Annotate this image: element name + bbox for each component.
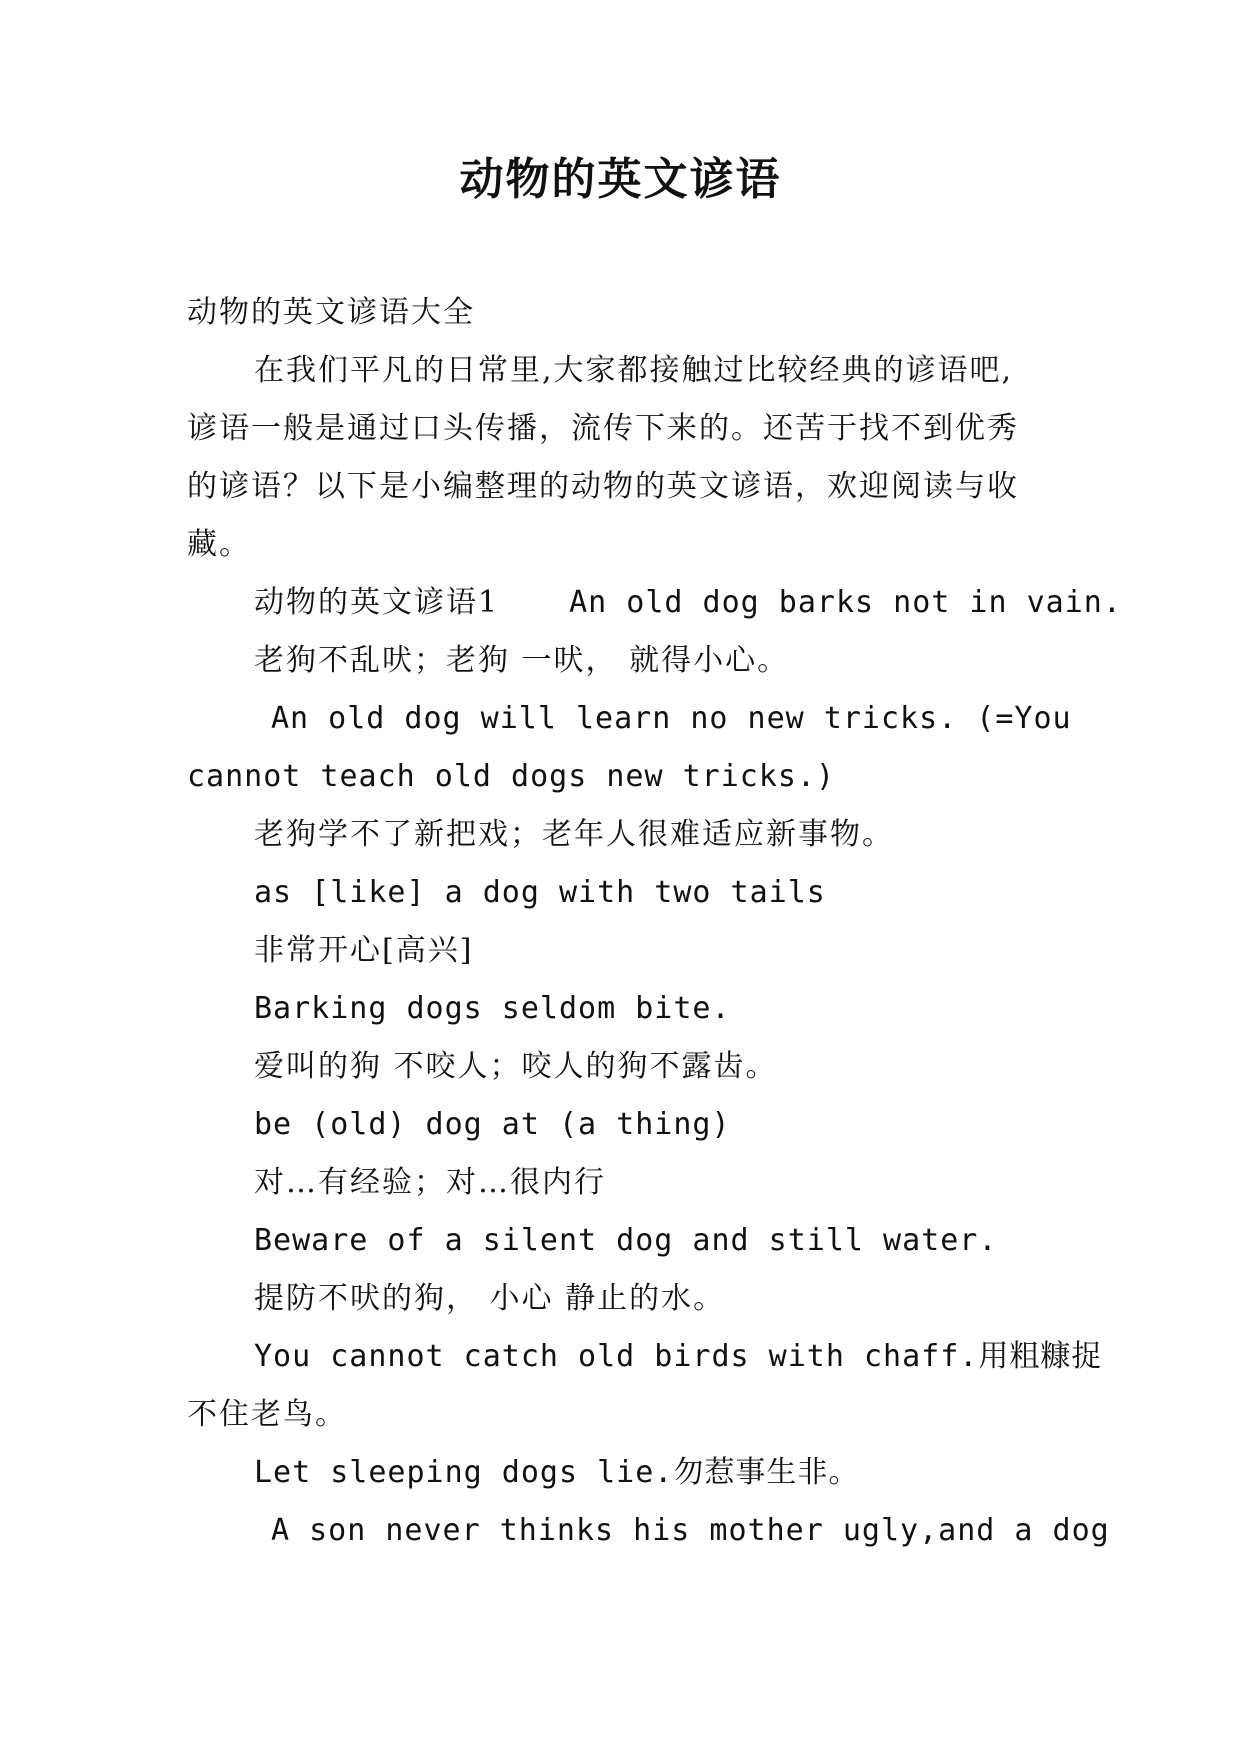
proverb-en-5: be (old) dog at (a thing) (254, 1107, 731, 1142)
proverb-8: Let sleeping dogs lie.勿惹事生非。 (254, 1455, 860, 1490)
proverb-cn-5: 对…有经验；对…很内行 (254, 1165, 606, 1200)
document-title: 动物的英文谚语 (459, 154, 782, 205)
proverb-7-line-1: You cannot catch old birds with chaff.用粗糠捉 (254, 1339, 1103, 1374)
proverb-cn-6: 提防不吠的狗， 小心 静止的水。 (254, 1281, 726, 1316)
proverb-7-line-2: 不住老鸟。 (187, 1397, 347, 1432)
proverb-cn-4: 爱叫的狗 不咬人；咬人的狗不露齿。 (254, 1049, 778, 1084)
section-heading-row (187, 574, 1122, 632)
proverb-en-6: Beware of a silent dog and still water. (254, 1223, 998, 1258)
intro-line-2: 谚语一般是通过口头传播，流传下来的。还苦于找不到优秀 (187, 411, 1019, 446)
proverb-en-1: An old dog barks not in vain. (569, 585, 1122, 620)
proverb-en-3: as [like] a dog with two tails (254, 875, 826, 910)
section-heading: 动物的英文谚语1 (254, 585, 500, 620)
proverb-en-4: Barking dogs seldom bite. (254, 991, 731, 1026)
proverb-en-2-line-1: An old dog will learn no new tricks. (=You (271, 701, 1072, 736)
proverb-en-2-line-2: cannot teach old dogs new tricks.) (187, 759, 836, 794)
document-body (187, 284, 1122, 1560)
proverb-cn-2: 老狗学不了新把戏；老年人很难适应新事物。 (254, 817, 894, 852)
intro-line-4: 藏。 (187, 527, 251, 562)
intro-line-3: 的谚语？以下是小编整理的动物的英文谚语，欢迎阅读与收 (187, 469, 1019, 504)
subtitle: 动物的英文谚语大全 (187, 295, 475, 330)
proverb-9-line-1: A son never thinks his mother ugly,and a dog (271, 1513, 1110, 1548)
proverb-cn-1: 老狗不乱吠；老狗 一吠， 就得小心。 (254, 643, 790, 678)
intro-line-1: 在我们平凡的日常里,大家都接触过比较经典的谚语吧, (254, 353, 1014, 388)
proverb-cn-3: 非常开心[高兴] (254, 933, 474, 968)
